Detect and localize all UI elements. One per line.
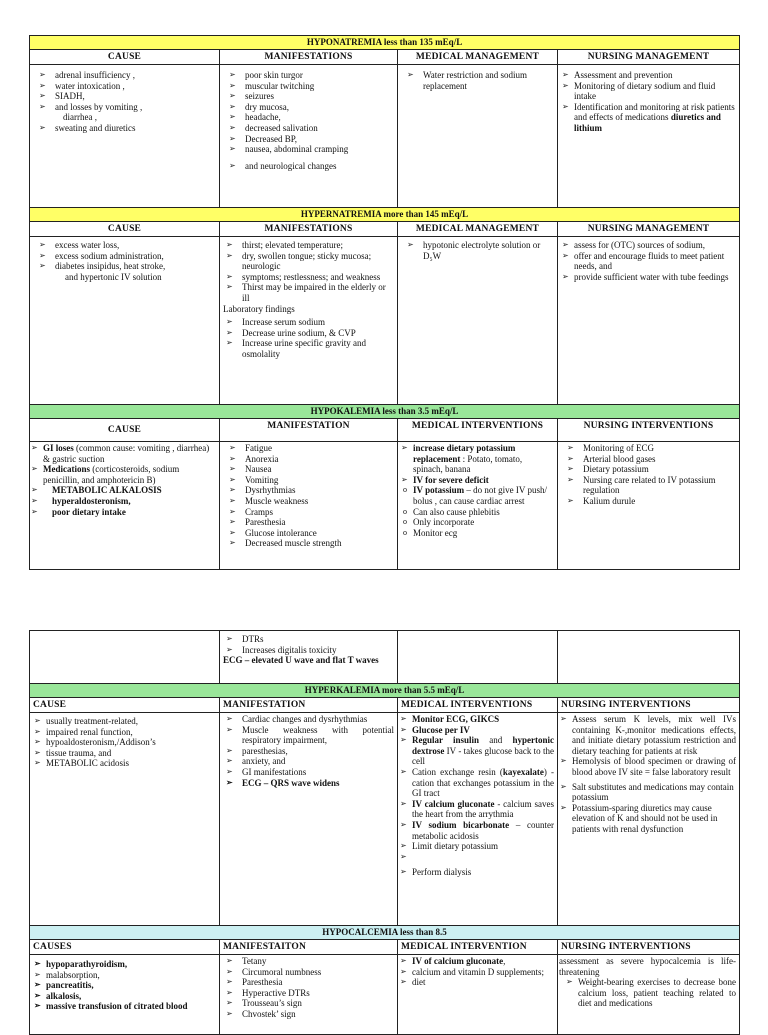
- column-header-nursing: NURSING INTERVENTIONS: [558, 698, 740, 713]
- list-item: ➢ massive transfusion of citrated blood: [33, 1001, 216, 1012]
- column-header-cause: CAUSE: [30, 419, 220, 442]
- list-item: [400, 475, 554, 486]
- list-item: ➢ dry mucosa,: [223, 102, 394, 113]
- list-item-text: Identification and monitoring at risk patients and effects of medications: [574, 101, 735, 123]
- list-item: ➢ offer and encourage fluids to meet patient needs, and: [561, 251, 736, 272]
- hyponatremia-medical-list: [401, 70, 554, 91]
- hypernatremia-manifestations-cell: [220, 237, 398, 405]
- list-item: ➢ Anorexia: [223, 454, 394, 465]
- hypokalemia-cont-list: [220, 634, 394, 655]
- list-item: [30, 443, 216, 464]
- list-item: ➢ Increases digitalis toxicity: [220, 645, 394, 656]
- list-item-bold-text: GI loses: [43, 443, 74, 453]
- hypokalemia-title: HYPOKALEMIA less than 3.5 mEq/L: [30, 405, 740, 419]
- list-item: ➢ diet: [399, 977, 554, 988]
- column-header-medical: MEDICAL MANAGEMENT: [398, 50, 558, 65]
- hyperkalemia-header-row: [30, 698, 740, 713]
- hypocalcemia-medical-list: [399, 956, 554, 988]
- column-header-medical: MEDICAL INTERVENTIONS: [398, 419, 558, 442]
- hyperkalemia-medical-list: [399, 714, 554, 877]
- list-item: [399, 820, 554, 841]
- hypokalemia-continuation-row: [30, 631, 740, 684]
- hyponatremia-medical-cell: [398, 65, 558, 208]
- list-item: [399, 799, 554, 820]
- list-item-text: Cation exchange resin (: [412, 766, 503, 777]
- list-item: ➢ Perform dialysis: [399, 867, 554, 878]
- list-item: ➢ Assess serum K levels, mix well IVs containing K-,monitor medications effects, and initiate dietary potassium restriction and dietary teaching for patients at risk: [559, 714, 736, 756]
- hypernatremia-medical-list: [401, 240, 554, 261]
- list-item-bold-text: IV for severe deficit: [413, 474, 489, 485]
- hyperkalemia-banner: [30, 684, 740, 698]
- column-header-manifestation: MANIFESTATION: [220, 419, 398, 442]
- list-item: ➢ Trousseau’s sign: [220, 998, 394, 1009]
- list-item: ➢ Decreased BP,: [223, 134, 394, 145]
- electrolyte-table-part-2: [29, 630, 740, 1035]
- list-item: o Only incorporate: [400, 517, 554, 528]
- column-header-nursing: NURSING MANAGEMENT: [558, 222, 740, 237]
- list-item: ➢ muscular twitching: [223, 81, 394, 92]
- column-header-manifestation: MANIFESTAITON: [220, 940, 398, 955]
- list-item-text: and: [479, 735, 513, 746]
- empty-cell: [558, 631, 740, 684]
- hyperkalemia-nursing-cell: [558, 713, 740, 926]
- hypokalemia-header-row: [30, 419, 740, 442]
- list-item: ➢ poor skin turgor: [223, 70, 394, 81]
- list-item-bold-text: Medications: [43, 464, 90, 475]
- list-item: ➢ thirst; elevated temperature;: [220, 240, 394, 251]
- hyponatremia-content-row: [30, 65, 740, 208]
- list-item: ➢ Glucose intolerance: [223, 528, 394, 539]
- list-item: ➢ seizures: [223, 91, 394, 102]
- hypocalcemia-manifestations-list: [220, 956, 394, 1020]
- column-header-medical: MEDICAL INTERVENTION: [398, 940, 558, 955]
- list-item: ➢ DTRs: [220, 634, 394, 645]
- list-item: ➢ Dysrhythmias: [223, 485, 394, 496]
- list-item-text: - calcium saves the heart from the arrythmia: [412, 798, 554, 820]
- hypokalemia-medical-cell: [398, 442, 558, 570]
- list-item-bold-text: kayexalate: [502, 766, 544, 777]
- list-item: ➢ Increase serum sodium: [220, 317, 394, 328]
- hyponatremia-nursing-list: [561, 70, 736, 134]
- list-item: ➢ Water restriction and sodium replacement: [401, 70, 554, 91]
- hyperkalemia-manifestations-cell: [220, 713, 398, 926]
- empty-cell: [30, 631, 220, 684]
- list-item-bold-text: Monitor ECG, GIKCS: [412, 714, 500, 724]
- lab-findings-label: Laboratory findings: [223, 303, 295, 314]
- list-item-continuation: diarrhea ,: [63, 112, 97, 123]
- hypokalemia-content-row: [30, 442, 740, 570]
- list-item-bold-text: IV of calcium gluconate: [412, 956, 504, 966]
- list-item: ➢ Thirst may be impaired in the elderly or ill: [220, 282, 394, 303]
- list-item: ➢ Muscle weakness with potential respiratory impairment,: [220, 725, 394, 746]
- list-item: ➢ symptoms; restlessness; and weakness: [220, 272, 394, 283]
- hypocalcemia-header-row: [30, 940, 740, 955]
- list-item: ➢ decreased salivation: [223, 123, 394, 134]
- list-item-text: IV - takes glucose back to the cell: [412, 745, 554, 767]
- hypokalemia-medical-list: [400, 443, 554, 538]
- list-item: [399, 725, 554, 736]
- list-item: ➢ Assessment and prevention: [561, 70, 736, 81]
- hyperkalemia-nursing-list: [559, 714, 736, 835]
- list-item-text: (corticosteroids, sodium penicillin, and amphotericin B): [43, 464, 180, 485]
- list-item: ➢ hypoaldosteronism,/Addison’s: [33, 737, 216, 748]
- list-item: ➢ and losses by vomiting ,: [33, 102, 216, 113]
- list-item: ➢ Monitoring of dietary sodium and fluid intake: [561, 81, 736, 102]
- list-item: ➢ Tetany: [220, 956, 394, 967]
- hyponatremia-manifestations-list: [223, 70, 394, 171]
- hypernatremia-content-row: [30, 237, 740, 405]
- list-item: ➢ Hemolysis of blood specimen or drawing of blood above IV site = false laboratory result: [559, 756, 736, 777]
- list-item: ➢ tissue trauma, and: [33, 748, 216, 759]
- list-item: ➢ METABOLIC acidosis: [33, 758, 216, 769]
- hypokalemia-nursing-cell: [558, 442, 740, 570]
- list-item-bold-text: hypertonic dextrose: [412, 735, 554, 756]
- hypokalemia-nursing-list: [561, 443, 736, 507]
- list-item-bold-text: diuretics and lithium: [574, 112, 721, 133]
- list-item-text: : Potato, tomato, spinach, banana: [413, 453, 523, 475]
- list-item: ➢ Paresthesia: [220, 977, 394, 988]
- list-item-bold-text: increase dietary potassium replacement: [413, 443, 516, 464]
- hypocalcemia-content-row: [30, 955, 740, 1035]
- list-item: ➢ Limit dietary potassium: [399, 841, 554, 852]
- hypernatremia-banner: [30, 208, 740, 222]
- column-header-nursing: NURSING INTERVENTIONS: [558, 419, 740, 442]
- list-item-bold-text: IV sodium bicarbonate: [412, 819, 510, 830]
- hyperkalemia-medical-cell: [398, 713, 558, 926]
- list-item: [30, 464, 216, 485]
- column-header-cause: CAUSE: [30, 222, 220, 237]
- list-item: o Can also cause phlebitis: [400, 507, 554, 518]
- list-item-bold-text: IV potassium: [413, 485, 465, 496]
- column-header-causes: CAUSES: [30, 940, 220, 955]
- list-item: ➢ Decreased muscle strength: [223, 538, 394, 549]
- hypocalcemia-nursing-cell: [558, 955, 740, 1035]
- list-item: [399, 735, 554, 767]
- list-item: ➢ paresthesias,: [220, 746, 394, 757]
- list-item-text: ) - cation that exchanges potassium in the GI tract: [412, 766, 555, 799]
- list-item-bold-text: IV calcium gluconate: [412, 798, 495, 809]
- list-item: ➢ Salt substitutes and medications may contain potassium: [559, 782, 736, 803]
- column-header-cause: CAUSE: [30, 50, 220, 65]
- column-header-manifestations: MANIFESTATIONS: [220, 50, 398, 65]
- list-item-bold-text: METABOLIC ALKALOSIS: [52, 485, 162, 496]
- hyponatremia-title: HYPONATREMIA less than 135 mEq/L: [30, 36, 740, 50]
- list-item-bold-text: Glucose per IV: [412, 724, 470, 735]
- column-header-medical: MEDICAL INTERVENTIONS: [398, 698, 558, 713]
- list-item: ➢ Nursing care related to IV potassium regulation: [561, 475, 736, 496]
- hypocalcemia-nursing-list: [559, 977, 736, 1009]
- list-item: ➢ sweating and diuretics: [33, 123, 216, 134]
- list-item: ➢ Cardiac changes and dysrhythmias: [220, 714, 394, 725]
- hyponatremia-cause-cell: [30, 65, 220, 208]
- hyponatremia-header-row: [30, 50, 740, 65]
- list-item: ➢ hypotonic electrolyte solution or D₅W: [401, 240, 554, 261]
- list-item: ➢ Increase urine specific gravity and osmolality: [220, 338, 394, 359]
- list-item: [30, 496, 216, 507]
- list-item: ➢ Dietary potassium: [561, 464, 736, 475]
- list-item-text: (common cause: vomiting , diarrhea) & gastric suction: [43, 443, 210, 464]
- list-item-bold-text: Regular insulin: [412, 735, 480, 746]
- hypernatremia-header-row: [30, 222, 740, 237]
- list-item: ➢ impaired renal function,: [33, 727, 216, 738]
- list-item: ➢ water intoxication ,: [33, 81, 216, 92]
- list-item: ➢ Cramps: [223, 507, 394, 518]
- list-item: ➢ Fatigue: [223, 443, 394, 454]
- hypocalcemia-manifestations-cell: [220, 955, 398, 1035]
- list-item: o Monitor ecg: [400, 528, 554, 539]
- list-item: ➢ Paresthesia: [223, 517, 394, 528]
- hyponatremia-nursing-cell: [558, 65, 740, 208]
- list-item: ➢ usually treatment-related,: [33, 716, 216, 727]
- list-item: [399, 852, 554, 863]
- list-item: ➢ Arterial blood gases: [561, 454, 736, 465]
- list-item: ➢ headache,: [223, 112, 394, 123]
- hypocalcemia-nursing-intro: assessment as severe hypocalcemia is life-threatening: [559, 956, 736, 977]
- hypernatremia-nursing-cell: [558, 237, 740, 405]
- list-item: ➢ malabsorption,: [33, 970, 216, 981]
- hyperkalemia-manifestations-list: [220, 714, 394, 788]
- column-header-medical: MEDICAL MANAGEMENT: [398, 222, 558, 237]
- list-item-text: ,: [503, 956, 506, 966]
- list-item: ➢ Vomiting: [223, 475, 394, 486]
- list-item: ➢ dry, swollen tongue; sticky mucosa; neurologic: [220, 251, 394, 272]
- list-item: ➢ adrenal insufficiency ,: [33, 70, 216, 81]
- list-item: [561, 102, 736, 134]
- list-item: ➢ assess for (OTC) sources of sodium,: [561, 240, 736, 251]
- list-item: ➢ excess water loss,: [33, 240, 216, 251]
- hypernatremia-title: HYPERNATREMIA more than 145 mEq/L: [30, 208, 740, 222]
- hypocalcemia-cause-cell: [30, 955, 220, 1035]
- hyperkalemia-title: HYPERKALEMIA more than 5.5 mEq/L: [30, 684, 740, 698]
- hypokalemia-cause-list: [30, 443, 216, 517]
- list-item: ➢ ECG – QRS wave widens: [220, 778, 394, 789]
- list-item: ➢ Decrease urine sodium, & CVP: [220, 328, 394, 339]
- hypocalcemia-banner: [30, 926, 740, 940]
- list-item: [400, 443, 554, 475]
- hypokalemia-manifestations-list: [223, 443, 394, 549]
- list-item: ➢ anxiety, and: [220, 756, 394, 767]
- list-item-continuation: and hypertonic IV solution: [65, 271, 162, 282]
- list-item: ➢ calcium and vitamin D supplements;: [399, 967, 554, 978]
- list-item-text: – counter metabolic acidosis: [412, 819, 554, 841]
- list-item: ➢ and neurological changes: [223, 161, 394, 172]
- list-item: ➢ provide sufficient water with tube feedings: [561, 272, 736, 283]
- hypokalemia-cause-cell: [30, 442, 220, 570]
- list-item: ➢ Chvostek’ sign: [220, 1009, 394, 1020]
- empty-cell: [398, 631, 558, 684]
- hypokalemia-manifestations-cell: [220, 442, 398, 570]
- column-header-nursing: NURSING MANAGEMENT: [558, 50, 740, 65]
- hypernatremia-medical-cell: [398, 237, 558, 405]
- electrolyte-table-part-1: [29, 35, 740, 570]
- hyperkalemia-cause-cell: [30, 713, 220, 926]
- hypernatremia-cause-cell: [30, 237, 220, 405]
- hypernatremia-cause-list: [33, 240, 216, 282]
- list-item: ➢ Nausea: [223, 464, 394, 475]
- list-item: [399, 714, 554, 725]
- list-item-bold-text: hyperaldosteronism,: [52, 495, 131, 506]
- column-header-cause: CAUSE: [30, 698, 220, 713]
- list-item: [30, 507, 216, 518]
- ecg-note: ECG – elevated U wave and flat T waves: [223, 655, 379, 666]
- hyperkalemia-cause-list: [33, 716, 216, 769]
- list-item: [399, 767, 554, 799]
- hypocalcemia-medical-cell: [398, 955, 558, 1035]
- list-item: ➢ pancreatitis,: [33, 980, 216, 991]
- list-item: ➢ Hyperactive DTRs: [220, 988, 394, 999]
- hyponatremia-manifestations-cell: [220, 65, 398, 208]
- hypernatremia-lab-list: [220, 317, 394, 359]
- list-item: ➢ Monitoring of ECG: [561, 443, 736, 454]
- list-item-bold-text: poor dietary intake: [52, 506, 126, 517]
- list-item-text: – do not give IV push/ bolus , can cause cardiac arrest: [413, 485, 547, 506]
- hyponatremia-banner: [30, 36, 740, 50]
- hypocalcemia-cause-list: [33, 959, 216, 1012]
- list-item: ➢ alkalosis,: [33, 991, 216, 1002]
- column-header-manifestations: MANIFESTATIONS: [220, 222, 398, 237]
- list-item: ➢ nausea, abdominal cramping: [223, 144, 394, 155]
- hypokalemia-banner: [30, 405, 740, 419]
- list-item: [399, 956, 554, 967]
- hyperkalemia-content-row: [30, 713, 740, 926]
- hypernatremia-nursing-list: [561, 240, 736, 282]
- hypokalemia-cont-manifestations-cell: [220, 631, 398, 684]
- hyponatremia-cause-list: [33, 70, 216, 134]
- column-header-nursing: NURSING INTERVENTIONS: [558, 940, 740, 955]
- list-item: ➢ Weight-bearing exercises to decrease bone calcium loss, patient teaching related to diet and medications: [565, 977, 736, 1009]
- list-item: ➢ Muscle weakness: [223, 496, 394, 507]
- list-item: ➢ GI manifestations: [220, 767, 394, 778]
- hypocalcemia-title: HYPOCALCEMIA less than 8.5: [30, 926, 740, 940]
- list-item: ➢ hypoparathyroidism,: [33, 959, 216, 970]
- list-item: ➢ Kalium durule: [561, 496, 736, 507]
- list-item: ➢ Potassium-sparing diuretics may cause elevation of K and should not be used in patients with renal dysfunction: [559, 803, 736, 835]
- list-item: [400, 485, 554, 506]
- list-item: [30, 485, 216, 496]
- list-item: ➢ SIADH,: [33, 91, 216, 102]
- list-item: ➢ diabetes insipidus, heat stroke,: [33, 261, 216, 272]
- column-header-manifestation: MANIFESTATION: [220, 698, 398, 713]
- hypernatremia-manifestations-list: [220, 240, 394, 304]
- list-item: ➢ excess sodium administration,: [33, 251, 216, 262]
- list-item: ➢ Circumoral numbness: [220, 967, 394, 978]
